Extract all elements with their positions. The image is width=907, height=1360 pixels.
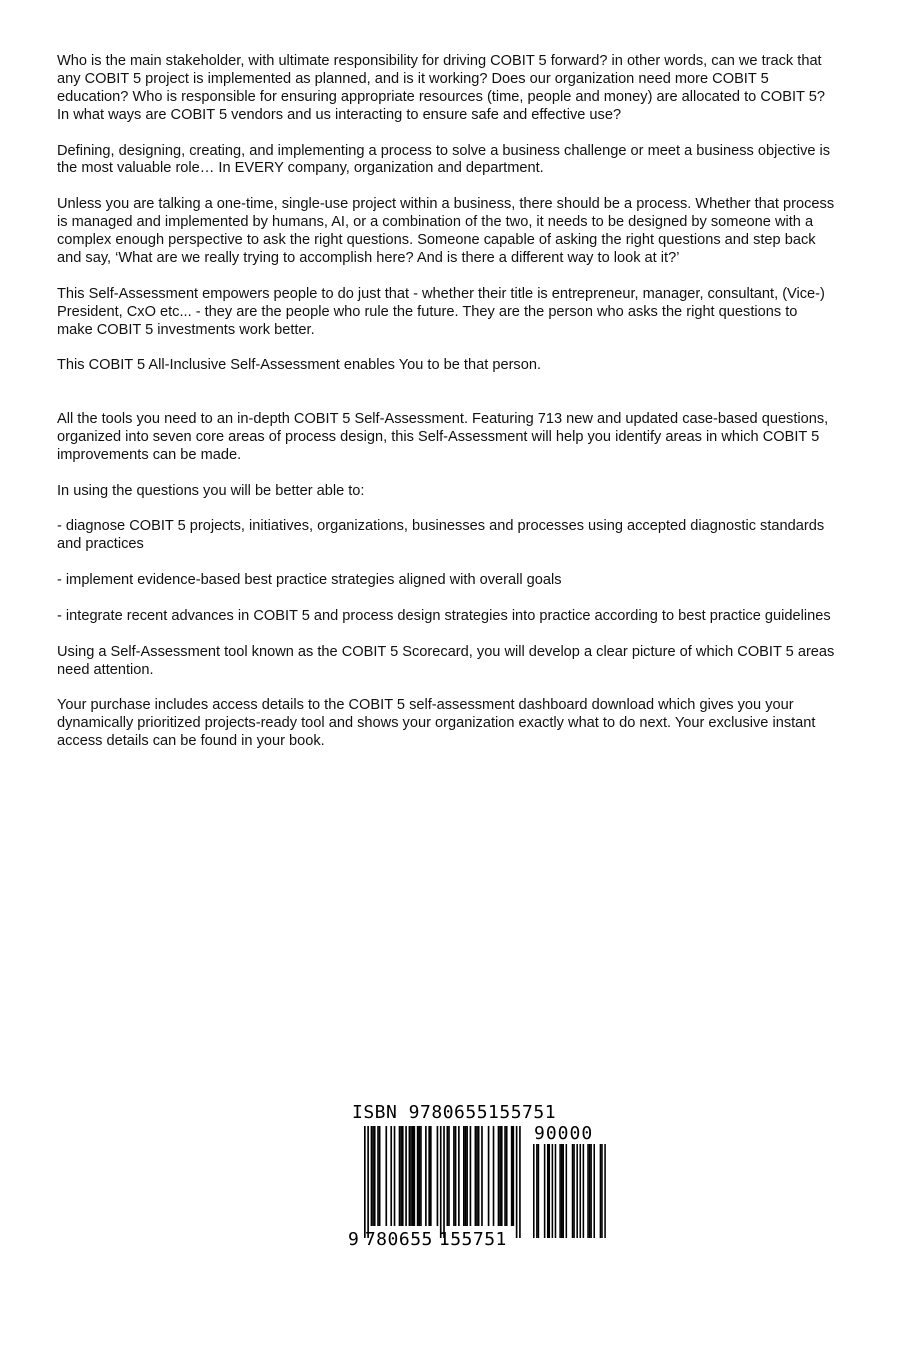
addon-bar	[583, 1144, 585, 1238]
barcode-bar	[440, 1126, 442, 1238]
bullet-implement: - implement evidence-based best practice strategies aligned with overall goals	[57, 572, 562, 589]
barcode-bar	[364, 1126, 366, 1238]
addon-bar	[604, 1144, 606, 1238]
paragraph-tools: All the tools you need to an in-depth COBIT 5 Self-Assessment. Featuring 713 new and updated case-based questions, organized into seven core areas of process design, this Self-Assessment will help you identify areas in which COBIT 5 improvements can be made.	[57, 411, 829, 463]
barcode-bar	[410, 1126, 412, 1226]
barcode-bar	[499, 1126, 501, 1226]
paragraph-purchase: Your purchase includes access details to the COBIT 5 self-assessment dashboard download which gives you your dynamically prioritized projects-ready tool and shows your organization exactly what to do next. Your exclusive instant access details can be found in your book.	[57, 697, 816, 750]
barcode-bar	[443, 1126, 445, 1238]
addon-bar	[593, 1144, 595, 1238]
barcode-bar	[501, 1126, 503, 1226]
barcode-bar	[458, 1126, 460, 1226]
barcode-bar	[409, 1126, 411, 1226]
barcode-bar	[420, 1126, 422, 1226]
barcode-bar	[481, 1126, 483, 1226]
barcode-bar	[470, 1126, 472, 1226]
addon-bar	[566, 1144, 568, 1238]
addon-bar	[533, 1144, 535, 1238]
addon-bar	[538, 1144, 540, 1238]
bullet-diagnose: - diagnose COBIT 5 projects, initiatives, organizations, businesses and processes using accepted diagnostic standards and practices	[57, 518, 825, 553]
barcode-bar	[399, 1126, 401, 1226]
barcode-digit-first: 9	[348, 1229, 359, 1250]
paragraph-process-role: Defining, designing, creating, and implementing a process to solve a business challenge or meet a business objective is the most valuable role… In EVERY company, organization and department.	[57, 142, 831, 177]
barcode-bar	[448, 1126, 450, 1226]
barcode-bar	[414, 1126, 416, 1226]
barcode-bar	[504, 1126, 506, 1226]
addon-bar	[561, 1144, 563, 1238]
isbn-label: ISBN 9780655155751	[352, 1102, 557, 1123]
barcode-bar	[428, 1126, 430, 1226]
addon-bar	[562, 1144, 564, 1238]
addon-bar	[549, 1144, 551, 1238]
barcode-bar	[379, 1126, 381, 1226]
barcode-bar	[430, 1126, 432, 1226]
isbn-barcode	[348, 1102, 610, 1252]
barcode-bar	[405, 1126, 407, 1226]
barcode-bar	[417, 1126, 419, 1226]
addon-bar	[572, 1144, 574, 1238]
barcode-bar	[511, 1126, 513, 1226]
bullet-integrate: - integrate recent advances in COBIT 5 and process design strategies into practice according to best practice guidelines	[57, 607, 831, 624]
barcode-bar	[385, 1126, 387, 1226]
barcode-bar	[466, 1126, 468, 1226]
barcode-bar	[367, 1126, 369, 1238]
barcode-bar	[488, 1126, 490, 1226]
addon-bar	[590, 1144, 592, 1238]
paragraph-stakeholder-questions: Who is the main stakeholder, with ultimate responsibility for driving COBIT 5 forward? in other words, can we track that any COBIT 5 project is implemented as planned, and is it working? Does our organization need more COBIT 5 education? Who is responsible for ensuring appropriate resources (time, people and money) are allocated to COBIT 5? In what ways are COBIT 5 vendors and us interacting to ensure safe and effective use?	[57, 53, 825, 123]
addon-bar	[559, 1144, 561, 1238]
barcode-bar	[493, 1126, 495, 1226]
addon-bar	[580, 1144, 582, 1238]
paragraph-empowers: This Self-Assessment empowers people to do just that - whether their title is entrepreneur, manager, consultant, (Vice-) President, CxO etc... - they are the people who rule the future. They are the person who asks the right questions to make COBIT 5 investments work better.	[57, 285, 825, 338]
barcode-digits	[348, 1229, 507, 1250]
addon-bar	[573, 1144, 575, 1238]
barcode-bar	[516, 1126, 518, 1238]
barcode-bar	[475, 1126, 477, 1226]
paragraph-process-design: Unless you are talking a one-time, single-use project within a business, there should be a process. Whether that process is managed and implemented by humans, AI, or a combination of the two, it needs to be designed by someone with a complex enough perspective to ask the right questions. Someone capable of asking the right questions and step back and say, ‘What are we really trying to accomplish here? And is there a different way to look at it?’	[57, 196, 835, 266]
barcode-bar	[463, 1126, 465, 1226]
addon-bar	[587, 1144, 589, 1238]
barcode-bar	[412, 1126, 414, 1226]
addon-digits: 90000	[534, 1123, 594, 1144]
barcode-bar	[519, 1126, 521, 1238]
barcode-bar	[506, 1126, 508, 1226]
addon-bar	[552, 1144, 554, 1238]
addon-bar	[544, 1144, 546, 1238]
barcode-bar	[425, 1126, 427, 1226]
barcode-digit-group-right: 155751	[438, 1229, 507, 1250]
barcode-bar	[465, 1126, 467, 1226]
barcode-bar	[390, 1126, 392, 1226]
barcode-bar	[513, 1126, 515, 1226]
barcode-bar	[455, 1126, 457, 1226]
barcode-bar	[374, 1126, 376, 1226]
barcode-digit-group-left: 780655	[364, 1229, 433, 1250]
barcode-bar	[498, 1126, 500, 1226]
addon-bar	[547, 1144, 549, 1238]
addon-bar	[576, 1144, 578, 1238]
paragraph-be-that-person: This COBIT 5 All-Inclusive Self-Assessment enables You to be that person.	[57, 357, 542, 374]
paragraph-scorecard: Using a Self-Assessment tool known as the COBIT 5 Scorecard, you will develop a clear picture of which COBIT 5 areas need attention.	[57, 643, 835, 678]
addon-bar	[601, 1144, 603, 1238]
barcode-bar	[377, 1126, 379, 1226]
paragraph-better-able: In using the questions you will be better able to:	[57, 482, 365, 499]
barcode-bar	[372, 1126, 374, 1226]
barcode-bar	[371, 1126, 373, 1226]
barcode-bar	[437, 1126, 439, 1226]
barcode-bar	[394, 1126, 396, 1226]
addon-bar	[589, 1144, 591, 1238]
barcode-bar	[402, 1126, 404, 1226]
addon-bar	[600, 1144, 602, 1238]
addon-bar	[536, 1144, 538, 1238]
addon-bar	[555, 1144, 557, 1238]
barcode-bar	[453, 1126, 455, 1226]
barcode-bar	[447, 1126, 449, 1226]
barcode-bar	[476, 1126, 478, 1226]
barcode-bar	[478, 1126, 480, 1226]
barcode-bar	[400, 1126, 402, 1226]
barcode-bar	[418, 1126, 420, 1226]
back-cover-description	[57, 53, 835, 769]
